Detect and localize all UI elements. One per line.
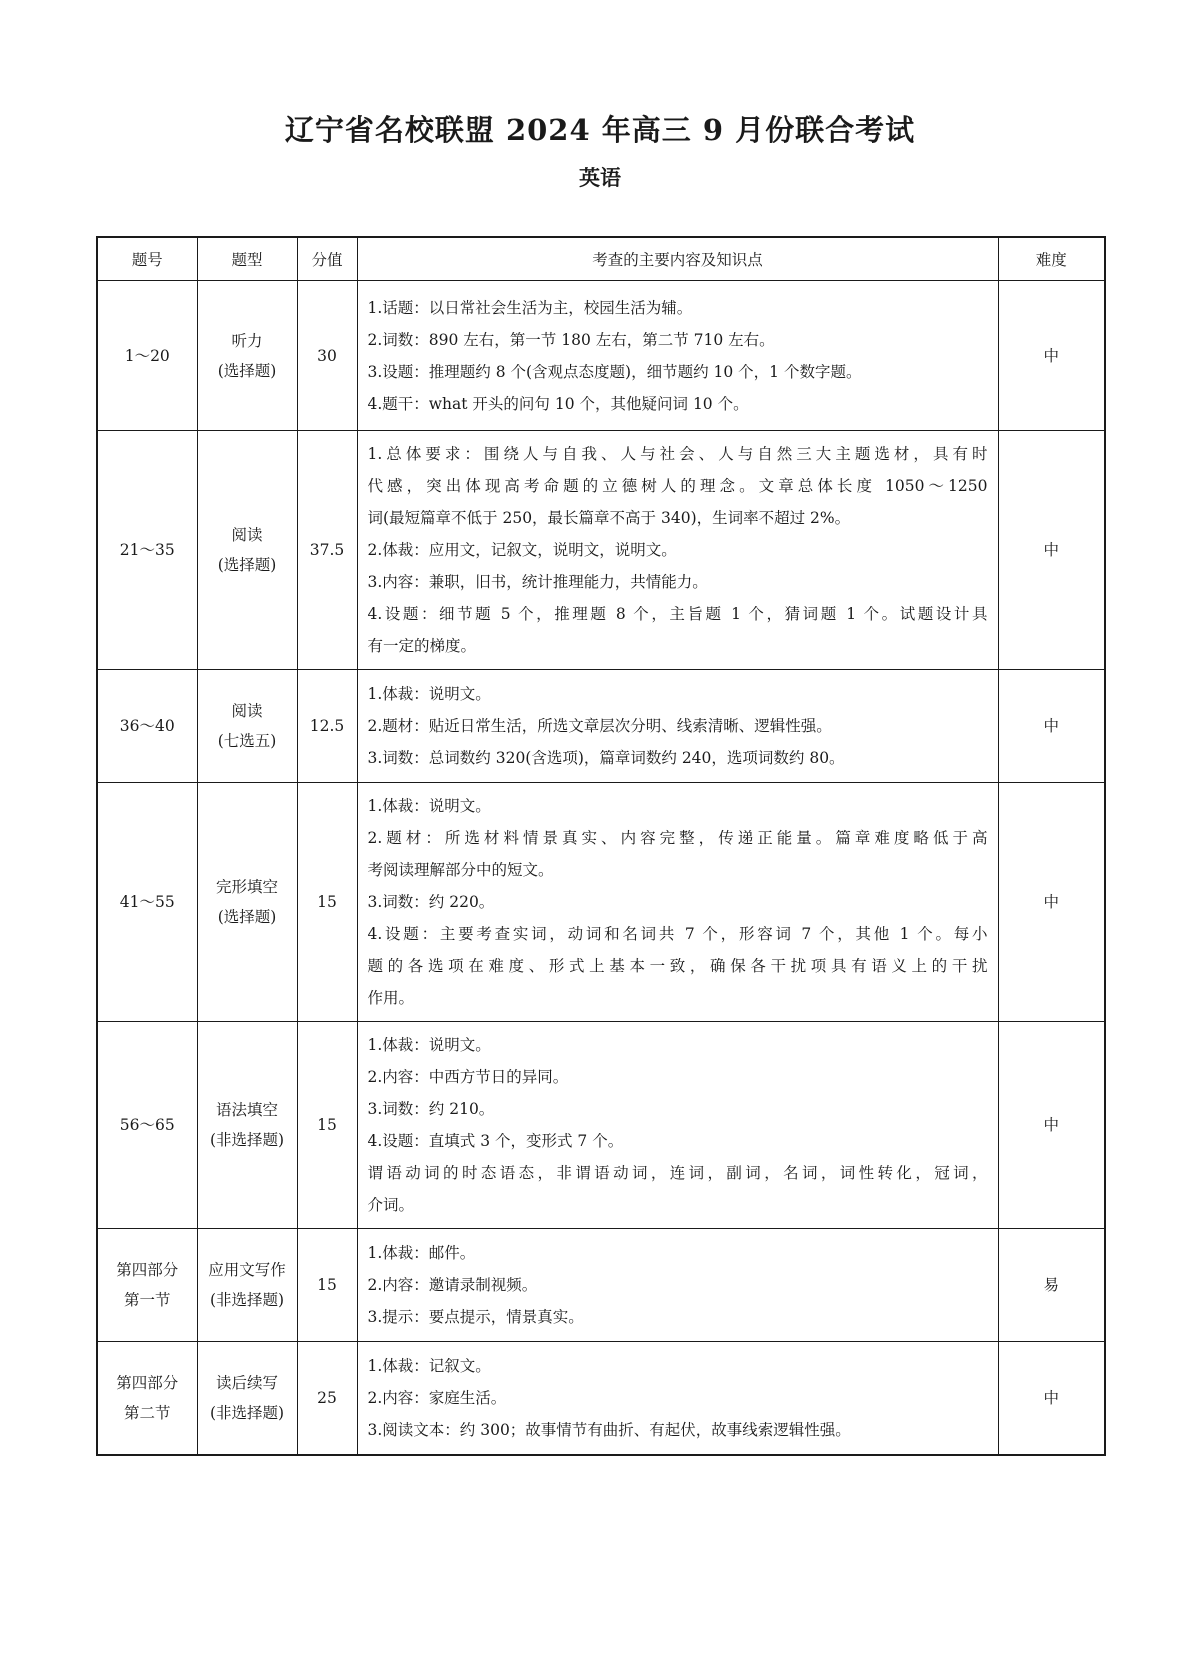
question-number-cell [97,783,197,1022]
content-line: 1.体裁：说明文。 [367,685,491,703]
question-type-cell [197,783,297,1022]
question-type-text: (选择题) [217,556,277,574]
content-line: 有一定的梯度。 [367,637,477,655]
question-type-text: 阅读 [231,526,263,544]
question-number-text: 第一节 [123,1291,171,1309]
question-type-text: 阅读 [231,702,263,720]
difficulty-cell: 中 [998,783,1105,1022]
content-cell [357,1022,998,1229]
content-line: 2.内容：中西方节日的异同。 [367,1068,569,1086]
content-line: 2.内容：家庭生活。 [367,1388,507,1407]
content-line: 3.阅读文本：约 300；故事情节有曲折、有起伏，故事线索逻辑性强。 [367,1420,851,1439]
table-row [97,281,1105,431]
score-cell: 37.5 [297,431,357,670]
question-number-cell [97,1342,197,1455]
difficulty-cell: 中 [998,670,1105,783]
content-line: 3.词数：约 220。 [367,893,495,911]
document-title: 辽宁省名校联盟 2024 年高三 9 月份联合考试 [284,113,916,147]
content-line: 1.体裁：说明文。 [367,1036,491,1054]
question-number-text: 36～40 [119,717,175,735]
content-line: 2.词数：890 左右，第一节 180 左右，第二节 710 左右。 [367,330,775,349]
content-line: 1.体裁：说明文。 [367,797,491,815]
question-number-text: 第二节 [123,1403,171,1422]
header-difficulty: 难度 [998,237,1105,281]
question-number-cell [97,1022,197,1229]
question-number-text: 41～55 [119,893,175,911]
question-type-text: 读后续写 [215,1373,278,1392]
question-type-text: 完形填空 [215,878,278,896]
content-line: 介词。 [367,1196,415,1214]
content-line: 4.设题：直填式 3 个，变形式 7 个。 [367,1132,624,1150]
question-type-text: 应用文写作 [208,1261,286,1279]
difficulty-cell: 中 [998,431,1105,670]
question-type-text: (非选择题) [209,1291,285,1309]
table-row [97,670,1105,783]
exam-spec-table [96,236,1106,1456]
question-type-text: (非选择题) [209,1131,285,1149]
difficulty-cell: 中 [998,1022,1105,1229]
question-number-cell [97,281,197,431]
table-row [97,1342,1105,1455]
question-type-text: (选择题) [217,361,277,380]
content-line: 4.题干：what 开头的问句 10 个，其他疑问词 10 个。 [367,394,749,413]
content-line: 2.内容：邀请录制视频。 [367,1276,538,1294]
header-score: 分值 [297,237,357,281]
content-cell [357,431,998,670]
content-line: 1.总体要求：围绕人与自我、人与社会、人与自然三大主题选材，具有时 [367,445,988,463]
content-cell [357,783,998,1022]
content-line: 3.词数：约 210。 [367,1100,495,1118]
question-number-text: 第四部分 [116,1373,179,1392]
difficulty-cell: 中 [998,1342,1105,1455]
content-cell [357,281,998,431]
table-header-row [97,237,1105,281]
question-type-cell [197,1342,297,1455]
content-line: 4.设题：细节题 5 个，推理题 8 个，主旨题 1 个，猜词题 1 个。试题设计具 [367,605,988,623]
question-number-cell [97,1229,197,1342]
content-line: 题的各选项在难度、形式上基本一致，确保各干扰项具有语义上的干扰 [367,957,988,975]
question-number-text: 56～65 [119,1116,175,1134]
content-line: 3.设题：推理题约 8 个(含观点态度题)，细节题约 10 个，1 个数字题。 [367,362,862,381]
score-cell: 15 [297,783,357,1022]
question-type-cell [197,281,297,431]
content-line: 代感，突出体现高考命题的立德树人的理念。文章总体长度 1050～1250 [367,477,988,495]
content-line: 词(最短篇章不低于 250，最长篇章不高于 340)，生词率不超过 2%。 [367,509,851,527]
question-type-cell [197,431,297,670]
content-cell [357,1342,998,1455]
score-cell: 15 [297,1229,357,1342]
content-line: 3.内容：兼职，旧书，统计推理能力，共情能力。 [367,573,708,591]
table-row [97,431,1105,670]
subject-subtitle: 英语 [579,165,621,190]
table-row [97,783,1105,1022]
question-type-cell [197,1229,297,1342]
score-cell: 30 [297,281,357,431]
question-type-text: (选择题) [217,908,277,926]
content-line: 1.体裁：邮件。 [367,1244,476,1262]
content-line: 3.提示：要点提示，情景真实。 [367,1308,584,1326]
question-type-text: 语法填空 [215,1101,278,1119]
score-cell: 25 [297,1342,357,1455]
question-type-text: 听力 [231,331,263,350]
content-line: 考阅读理解部分中的短文。 [367,861,554,879]
table-row [97,1229,1105,1342]
table-row [97,1022,1105,1229]
question-type-cell [197,1022,297,1229]
difficulty-cell: 易 [998,1229,1105,1342]
question-type-text: (非选择题) [209,1403,285,1422]
difficulty-cell: 中 [998,281,1105,431]
content-line: 2.体裁：应用文，记叙文，说明文，说明文。 [367,541,677,559]
header-type: 题型 [197,237,297,281]
question-type-cell [197,670,297,783]
content-line: 1.体裁：记叙文。 [367,1356,491,1375]
content-line: 1.话题：以日常社会生活为主，校园生活为辅。 [367,298,693,317]
content-cell [357,1229,998,1342]
question-number-text: 1～20 [124,346,170,365]
table-body [97,281,1105,1455]
content-cell [357,670,998,783]
question-number-cell [97,670,197,783]
header-content: 考查的主要内容及知识点 [357,237,998,281]
question-type-text: (七选五) [217,732,277,750]
content-line: 4.设题：主要考查实词，动词和名词共 7 个，形容词 7 个，其他 1 个。每小 [367,925,988,943]
content-line: 谓语动词的时态语态，非谓语动词，连词，副词，名词，词性转化，冠词， [367,1164,988,1182]
question-number-text: 第四部分 [116,1261,179,1279]
header-number: 题号 [97,237,197,281]
score-cell: 12.5 [297,670,357,783]
content-line: 2.题材：贴近日常生活，所选文章层次分明、线索清晰、逻辑性强。 [367,717,832,735]
question-number-text: 21～35 [119,541,175,559]
score-cell: 15 [297,1022,357,1229]
content-line: 作用。 [367,989,415,1007]
content-line: 3.词数：总词数约 320(含选项)，篇章词数约 240，选项词数约 80。 [367,749,845,767]
question-number-cell [97,431,197,670]
content-line: 2.题材：所选材料情景真实、内容完整，传递正能量。篇章难度略低于高 [367,829,988,847]
